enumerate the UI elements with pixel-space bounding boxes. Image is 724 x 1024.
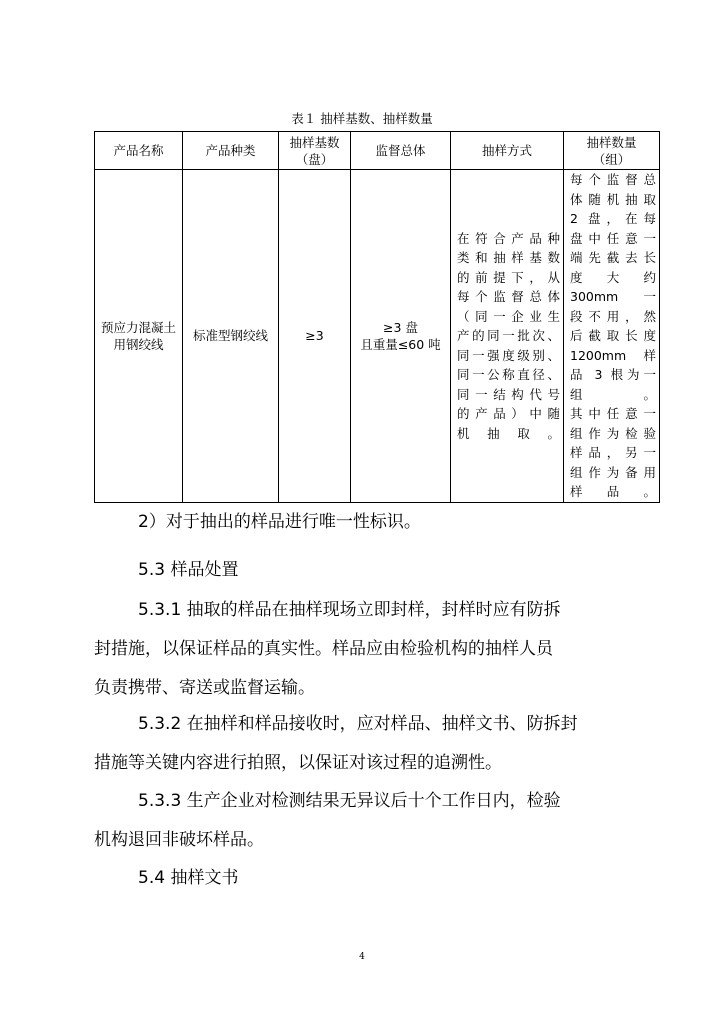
header-sampling-quantity: 抽样数量 （组）	[564, 132, 660, 170]
paragraph-line: 措施等关键内容进行拍照，以保证对该过程的追溯性。	[94, 753, 502, 773]
sampling-table	[94, 131, 660, 503]
paragraph-line: 负责携带、寄送或监督运输。	[94, 678, 315, 698]
population-line: 且重量≤60 吨	[360, 336, 441, 352]
quantity-line: 样品，另一	[570, 445, 656, 460]
paragraph-line: 机构退回非破坏样品。	[94, 830, 264, 850]
cell-population	[351, 170, 451, 503]
quantity-line: 段不用，然	[570, 308, 656, 324]
quantity-line: 度 大 约	[570, 269, 656, 285]
table-caption: 表１ 抽样基数、抽样数量	[291, 111, 433, 126]
paragraph-unique-id	[94, 503, 630, 542]
product-name-line: 预应力混凝土	[100, 319, 176, 335]
header-product-type: 产品种类	[183, 132, 279, 170]
quantity-line: 1200mm 样	[570, 347, 656, 363]
header-population: 监督总体	[351, 132, 451, 170]
section-heading-5-4	[94, 859, 630, 898]
quantity-line: 300mm 一	[570, 289, 656, 304]
method-line: 产的同一批次、	[457, 328, 560, 343]
method-line: 在符合产品种	[457, 230, 560, 246]
quantity-line: 组。	[570, 386, 656, 402]
method-line: 同一结构代号	[457, 386, 560, 402]
paragraph-line: 5.3.2 在抽样和样品接收时，应对样品、抽样文书、防拆封	[138, 714, 578, 734]
quantity-line: 体随机抽取	[570, 191, 656, 207]
paragraph-line: 2）对于抽出的样品进行唯一性标识。	[138, 512, 421, 532]
paragraph-line: 5.3.3 生产企业对检测结果无异议后十个工作日内，检验	[138, 791, 561, 811]
method-line: 同一强度级别、	[457, 347, 560, 363]
quantity-line: 组作为检验	[570, 425, 656, 441]
table-row	[95, 170, 660, 503]
method-line: 每个监督总体	[457, 289, 560, 304]
quantity-line: 盘中任意一	[570, 230, 656, 246]
quantity-line: 2 盘，在每	[570, 211, 656, 226]
paragraph-5-3-1	[94, 591, 630, 708]
quantity-line: 组作为备用	[570, 464, 656, 480]
method-line: 同一公称直径、	[457, 367, 560, 382]
page-number: 4	[359, 952, 365, 962]
header-sampling-method: 抽样方式	[451, 132, 564, 170]
cell-product-type: 标准型钢绞线	[183, 170, 279, 503]
cell-product-name	[95, 170, 183, 503]
method-line: 的前提下，从	[457, 269, 560, 285]
cell-sampling-quantity	[564, 170, 660, 503]
method-line: 的产品）中随	[457, 406, 560, 421]
quantity-line: 品 3 根为一	[570, 367, 656, 382]
heading-text: 5.4 抽样文书	[138, 868, 239, 888]
paragraph-5-3-3	[94, 782, 630, 860]
paragraph-5-3-2	[94, 705, 630, 783]
header-product-name: 产品名称	[95, 132, 183, 170]
quantity-line: 样品。	[570, 484, 656, 499]
paragraph-line: 封措施，以保证样品的真实性。样品应由检验机构的抽样人员	[94, 639, 553, 659]
quantity-line: 其中任意一	[570, 406, 656, 421]
method-line: （同一企业生	[457, 308, 560, 324]
method-line: 类和抽样基数	[457, 250, 560, 265]
cell-sampling-base: ≥3	[279, 170, 351, 503]
heading-text: 5.3 样品处置	[138, 560, 239, 580]
header-sampling-base: 抽样基数 （盘）	[279, 132, 351, 170]
quantity-line: 端先截去长	[570, 250, 656, 265]
population-line: ≥3 盘	[383, 319, 418, 335]
quantity-line: 每个监督总	[570, 172, 656, 187]
cell-sampling-method	[451, 170, 564, 503]
table-header-row	[95, 132, 660, 170]
section-heading-5-3	[94, 551, 630, 590]
quantity-line: 后截取长度	[570, 328, 656, 343]
method-line: 机抽取。	[457, 425, 560, 441]
product-name-line: 用钢绞线	[113, 336, 164, 352]
paragraph-line: 5.3.1 抽取的样品在抽样现场立即封样，封样时应有防拆	[138, 600, 561, 620]
